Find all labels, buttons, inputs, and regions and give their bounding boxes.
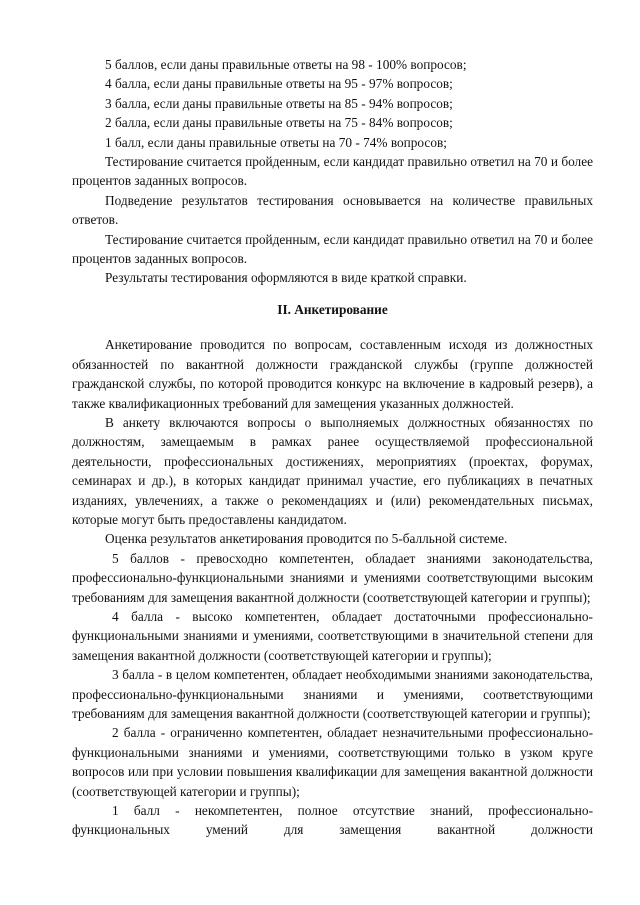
- survey-scale-paragraph: Оценка результатов анкетирования проводится по 5-балльной системе.: [105, 531, 508, 547]
- grade-2-paragraph: 2 балла - ограниченно компетентен, обладает незначительными профессионально-функциональными знаниями и умениями, соответствующими только в узком круге вопросов или при условии повышения квалификации для замещения вакантной должности (соответствующей категории и группы);: [72, 725, 593, 799]
- score-line-3: 3 балла, если даны правильные ответы на 85 - 94% вопросов;: [105, 95, 453, 111]
- grade-1-paragraph: 1 балл - некомпетентен, полное отсутствие знаний, профессионально-функциональных умений для замещения вакантной должности: [72, 803, 593, 838]
- survey-intro-paragraph: Анкетирование проводится по вопросам, составленным исходя из должностных обязанностей по вакантной должности гражданской службы (группе должностей гражданской службы, по которой проводится конкурс на включение в кадровый резерв), а также квалификационных требований для замещения указанных должностей.: [72, 337, 593, 411]
- testing-report-paragraph: Результаты тестирования оформляются в виде краткой справки.: [105, 270, 467, 286]
- score-line-5: 5 баллов, если даны правильные ответы на 98 - 100% вопросов;: [105, 57, 467, 72]
- testing-pass-paragraph: Тестирование считается пройденным, если кандидат правильно ответил на 70 и более процентов заданных вопросов.: [72, 154, 593, 189]
- document-page: [72, 55, 593, 840]
- testing-pass-paragraph-repeat: Тестирование считается пройденным, если кандидат правильно ответил на 70 и более процентов заданных вопросов.: [72, 231, 593, 267]
- survey-content-paragraph: В анкету включаются вопросы о выполняемых должностных обязанностях по должностям, замещаемым в рамках ранее осуществляемой профессиональной деятельности, профессиональных достижениях, мероприятиях (проектах, форумах, семинарах и др.), в которых кандидат принимал участие, его публикациях в печатных изданиях, увлечениях, а также о рекомендациях и (или) рекомендательных письмах, которые могут быть предоставлены кандидатом.: [72, 414, 593, 527]
- score-line-1: 1 балл, если даны правильные ответы на 70 - 74% вопросов;: [105, 134, 447, 150]
- score-line-4: 4 балла, если даны правильные ответы на 95 - 97% вопросов;: [105, 76, 453, 92]
- score-line-2: 2 балла, если даны правильные ответы на 75 - 84% вопросов;: [105, 115, 453, 131]
- grade-3-paragraph: 3 балла - в целом компетентен, обладает необходимыми знаниями законодательства, профессионально-функциональными знаниями и умениями, соответствующими требованиям для замещения вакантной должности (соответствующей категории и группы);: [72, 667, 593, 721]
- testing-results-basis-paragraph: Подведение результатов тестирования основывается на количестве правильных ответов.: [72, 192, 593, 228]
- grade-5-paragraph: 5 баллов - превосходно компетентен, обладает знаниями законодательства, профессионально-функциональными знаниями и умениями соответствующими высоким требованиям для замещения вакантной должности (соответствующей категории и группы);: [72, 550, 593, 605]
- section-title: II. Анкетирование: [277, 301, 388, 317]
- grade-4-paragraph: 4 балла - высоко компетентен, обладает достаточными профессионально-функциональными знаниями и умениями, соответствующими в значительной степени для замещения вакантной должности (соответствующей категории и группы);: [72, 608, 593, 663]
